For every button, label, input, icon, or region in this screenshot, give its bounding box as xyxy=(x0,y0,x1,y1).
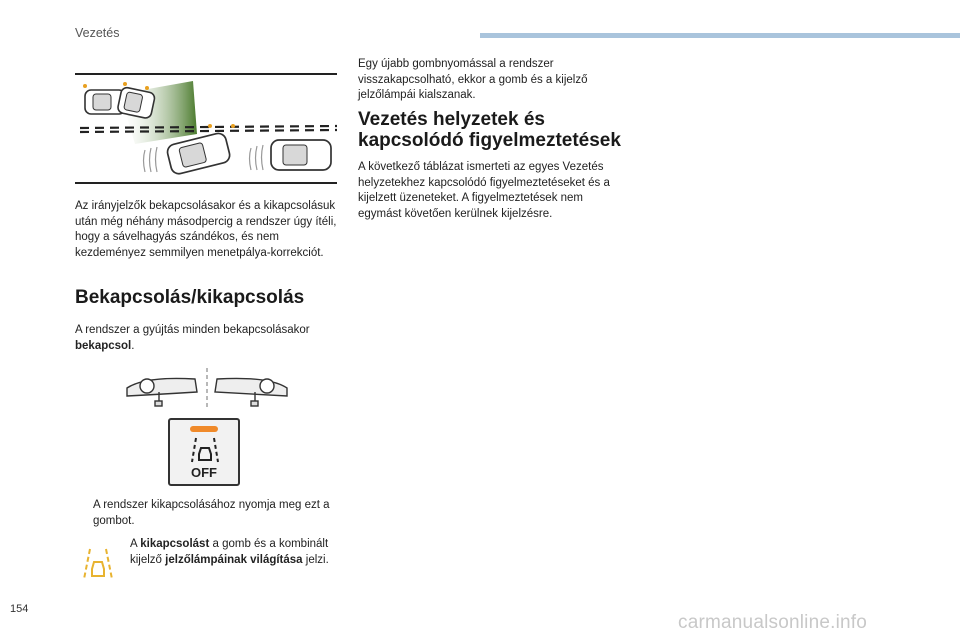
off-button-label: OFF xyxy=(191,465,217,480)
heading-on-off: Bekapcsolás/kikapcsolás xyxy=(75,287,305,308)
lane-keep-off-button[interactable] xyxy=(168,418,240,486)
page-number: 154 xyxy=(10,603,29,615)
illustration-bottom-rule xyxy=(75,182,337,184)
watermark: carmanualsonline.info xyxy=(678,612,868,633)
section-title: Vezetés xyxy=(75,26,120,40)
steering-wheel-right-icon xyxy=(260,379,274,393)
lane-car-icon xyxy=(190,436,220,464)
driving-situations-text: A következő táblázat ismerteti az egyes Vezetés helyzetekhez kapcsolódó figyelmeztetéseket és a kijelzett üzeneteket. A figyelmeztetések nem egymást követően kerülnek kijelzésre. xyxy=(358,161,610,220)
lane-line-lower xyxy=(80,130,337,132)
lane-warning-lamp-icon xyxy=(82,547,114,581)
dashboard-left xyxy=(127,378,197,396)
intro-text-left: Az irányjelzők bekapcsolásakor és a kikapcsolásuk után még néhány másodpercig a rendszer úgy ítéli, hogy a sávelhagyás szándékos, és nem kezdeményez semmilyen menetpálya-korrekciót. xyxy=(75,200,337,259)
bullet-off-instruction: A rendszer kikapcsolásához nyomja meg ezt a gombot. xyxy=(93,499,330,527)
header-accent-bar xyxy=(480,33,960,38)
car-right xyxy=(271,140,331,170)
lane-departure-illustration xyxy=(75,76,337,182)
on-off-description: A rendszer a gyújtás minden bekapcsolásakor bekapcsol. xyxy=(75,324,310,352)
intro-text-right: Egy újabb gombnyomással a rendszer visszakapcsolható, ekkor a gomb és a kijelző jelzőlámpái kialszanak. xyxy=(358,58,588,101)
off-button-lamp xyxy=(190,426,218,432)
car-main xyxy=(166,132,231,176)
steering-wheel-left-icon xyxy=(140,379,154,393)
heading-driving-situations: Vezetés helyzetek és kapcsolódó figyelmeztetések xyxy=(358,109,621,151)
dashboard-right xyxy=(215,378,287,396)
dashboard-sketch xyxy=(125,366,289,411)
illustration-top-rule xyxy=(75,73,337,75)
warning-lamp-info-text: A kikapcsolást a gomb és a kombinált kijelző jelzőlámpáinak világítása jelzi. xyxy=(130,538,329,566)
